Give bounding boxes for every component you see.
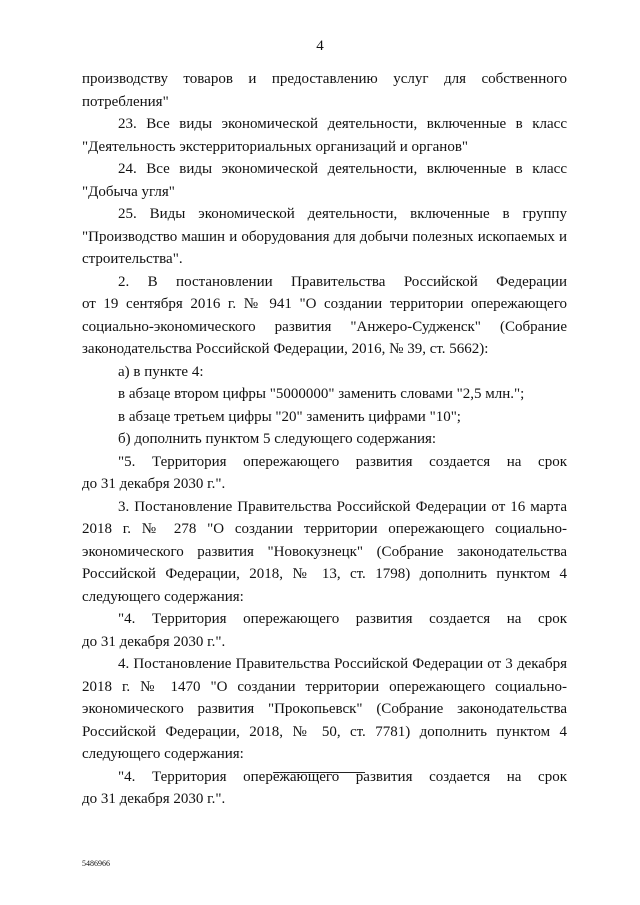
text-line: следующего содержания: bbox=[82, 588, 244, 605]
text-line: законодательства Российской Федерации, 2016, № 39, ст. 5662): bbox=[82, 341, 489, 357]
text-line: потребления" bbox=[82, 93, 169, 110]
text-line: 2. В постановлении Правительства Российской Федерации bbox=[118, 273, 567, 290]
text-line: 4. Постановление Правительства Российской Федерации от 3 декабря bbox=[118, 656, 567, 672]
text-line: до 31 декабря 2030 г.". bbox=[82, 633, 226, 650]
text-line: в абзаце третьем цифры "20" заменить цифрами "10"; bbox=[118, 408, 461, 425]
text-line: в абзаце втором цифры "5000000" заменить словами "2,5 млн."; bbox=[118, 386, 525, 402]
text-line: от 19 сентября 2016 г. № 941 "О создании территории опережающего bbox=[82, 296, 567, 312]
document-id: 5486966 bbox=[82, 859, 110, 868]
text-line: б) дополнить пунктом 5 следующего содержания: bbox=[118, 431, 437, 447]
text-line: следующего содержания: bbox=[82, 746, 244, 762]
text-line: строительства". bbox=[82, 251, 183, 267]
text-line: 24. Все виды экономической деятельности, включенные в класс bbox=[118, 161, 567, 177]
text-line: а) в пункте 4: bbox=[118, 363, 204, 380]
text-line: "5. Территория опережающего развития создается на срок bbox=[118, 453, 567, 470]
page-number: 4 bbox=[316, 38, 324, 54]
text-line: 25. Виды экономической деятельности, включенные в группу bbox=[118, 206, 567, 222]
text-line: "4. Территория опережающего развития создается на срок bbox=[118, 768, 567, 785]
text-line: "Деятельность экстерриториальных организаций и органов" bbox=[82, 138, 469, 155]
text-line: до 31 декабря 2030 г.". bbox=[82, 791, 226, 807]
text-line: производству товаров и предоставлению услуг для собственного bbox=[82, 71, 567, 87]
text-line: 2018 г. № 278 "О создании территории опережающего социально- bbox=[82, 521, 567, 537]
text-line: социально-экономического развития "Анжеро-Судженск" (Собрание bbox=[82, 318, 567, 335]
text-line: 23. Все виды экономической деятельности, включенные в класс bbox=[118, 116, 567, 132]
text-line: 3. Постановление Правительства Российской Федерации от 16 марта bbox=[118, 498, 567, 515]
text-line: "Добыча угля" bbox=[82, 183, 175, 200]
text-line: "4. Территория опережающего развития создается на срок bbox=[118, 611, 567, 627]
text-line: 2018 г. № 1470 "О создании территории опережающего социально- bbox=[82, 678, 567, 695]
text-line: экономического развития "Новокузнецк" (Собрание законодательства bbox=[82, 543, 567, 560]
text-line: Российской Федерации, 2018, № 13, ст. 1798) дополнить пунктом 4 bbox=[82, 566, 567, 582]
text-line: Российской Федерации, 2018, № 50, ст. 7781) дополнить пунктом 4 bbox=[82, 723, 567, 740]
text-line: экономического развития "Прокопьевск" (Собрание законодательства bbox=[82, 701, 567, 717]
text-line: "Производство машин и оборудования для добычи полезных ископаемых и bbox=[82, 228, 567, 245]
text-line: до 31 декабря 2030 г.". bbox=[82, 476, 226, 492]
document-body bbox=[82, 68, 567, 811]
end-separator-line bbox=[273, 772, 365, 773]
